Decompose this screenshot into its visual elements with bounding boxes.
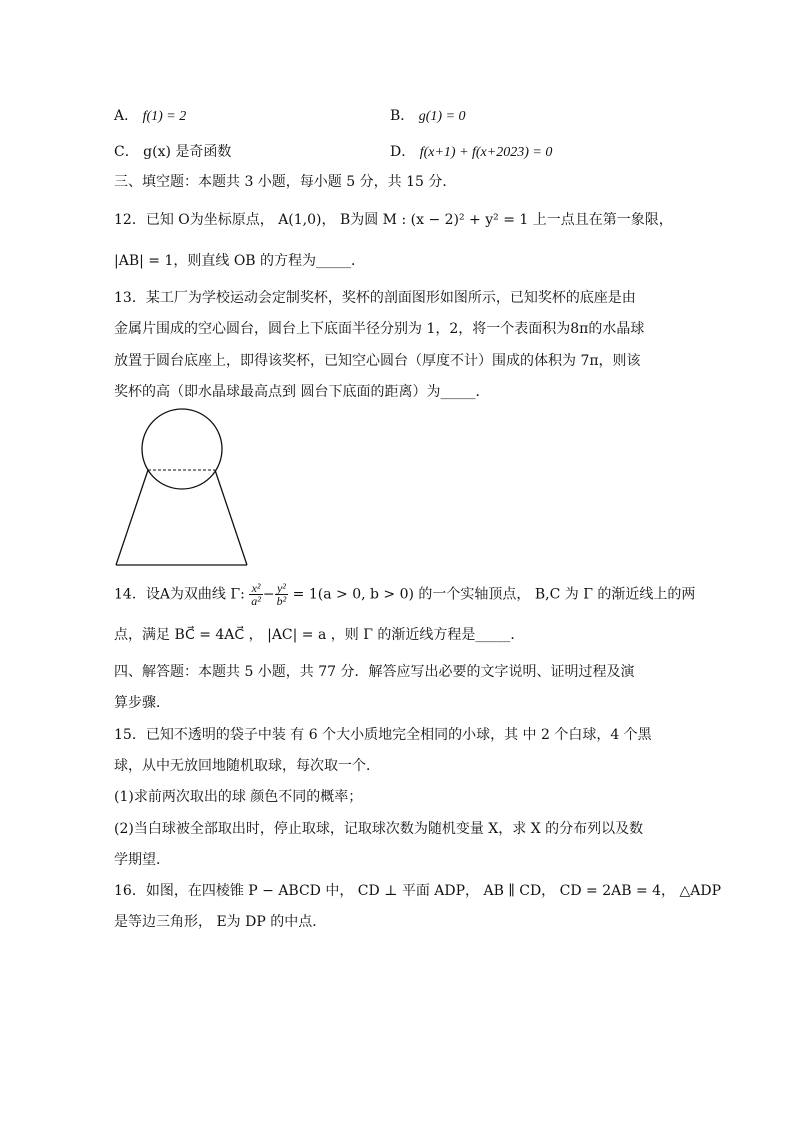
option-a-text: f(1) = 2 xyxy=(142,109,187,124)
crystal-ball xyxy=(142,409,222,489)
q13-line4: 奖杯的高（即水晶球最高点到 圆台下底面的距离）为_____． xyxy=(114,384,490,400)
section4-line2: 算步骤． xyxy=(114,695,170,711)
frustum-right-edge xyxy=(215,470,247,565)
q14-minus: − xyxy=(262,586,275,603)
q15-part2-line2: 学期望． xyxy=(114,852,170,868)
frac-y-den: b² xyxy=(276,594,287,608)
section3-heading: 三、填空题：本题共 3 小题，每小题 5 分，共 15 分． xyxy=(114,174,457,190)
q12-line2: |AB| = 1，则直线 OB 的方程为_____． xyxy=(114,253,366,269)
q13-line1: 13．某工厂为学校运动会定制奖杯，奖杯的剖面图形如图所示，已知奖杯的底座是由 xyxy=(114,290,636,306)
q16-line2: 是等边三角形， E为 DP 的中点． xyxy=(114,914,327,930)
q12-line1: 12．已知 O为坐标原点， A(1,0)， B为圆 M : (x − 2)² + y² = 1 上一点且在第一象限， xyxy=(114,212,673,228)
option-a xyxy=(114,106,186,127)
option-a-label: A． xyxy=(114,108,139,124)
frac-y-num: y² xyxy=(275,582,289,595)
q13-line2: 金属片围成的空心圆台，圆台上下底面半径分别为 1，2，将一个表面积为8π的水晶球 xyxy=(114,321,645,337)
frustum-left-edge xyxy=(116,470,148,565)
option-c-label: C． xyxy=(114,144,139,160)
q16-line1: 16．如图，在四棱锥 P − ABCD 中， CD ⊥ 平面 ADP， AB ∥ CD， CD = 2AB = 4， △ADP xyxy=(114,883,722,899)
q15-line1: 15．已知不透明的袋子中装 有 6 个大小质地完全相同的小球，其 中 2 个白球，4 个黑 xyxy=(114,727,652,743)
option-d-text: f(x+1) + f(x+2023) = 0 xyxy=(419,145,553,160)
option-c-text: g(x) 是奇函数 xyxy=(143,144,232,160)
frac-x-den: a² xyxy=(251,594,261,608)
q14-line2: 点，满足 BC⃗ = 4AC⃗ ， |AC| = a ，则 Γ 的渐近线方程是_____． xyxy=(114,627,525,643)
frac-x-num: x² xyxy=(249,582,263,595)
q14-line1-b: = 1(a > 0, b > 0) 的一个实轴顶点， B,C 为 Γ 的渐近线上的两 xyxy=(292,586,696,603)
q13-line3: 放置于圆台底座上，即得该奖杯，已知空心圆台（厚度不计）围成的体积为 7π，则该 xyxy=(114,353,641,369)
option-b xyxy=(390,106,466,127)
trophy-diagram xyxy=(114,405,254,570)
option-b-label: B． xyxy=(390,108,415,124)
option-d xyxy=(390,142,552,163)
option-c xyxy=(114,142,231,162)
q14-frac-x xyxy=(249,582,263,607)
q15-part1: (1)求前两次取出的球 颜色不同的概率； xyxy=(114,789,363,805)
q15-line2: 球，从中无放回地随机取球，每次取一个． xyxy=(114,758,380,774)
q14-frac-y xyxy=(275,582,289,607)
option-d-label: D． xyxy=(390,144,416,160)
option-b-text: g(1) = 0 xyxy=(418,109,466,124)
section4-line1: 四、解答题：本题共 5 小题，共 77 分．解答应写出必要的文字说明、证明过程及演 xyxy=(114,664,635,680)
q15-part2-line1: (2)当白球被全部取出时，停止取球，记取球次数为随机变量 X，求 X 的分布列以及数 xyxy=(114,821,644,837)
q14-line1-a: 14．设A为双曲线 Γ: xyxy=(114,586,245,603)
q14-line1 xyxy=(114,582,695,607)
trophy-figure xyxy=(114,405,254,574)
